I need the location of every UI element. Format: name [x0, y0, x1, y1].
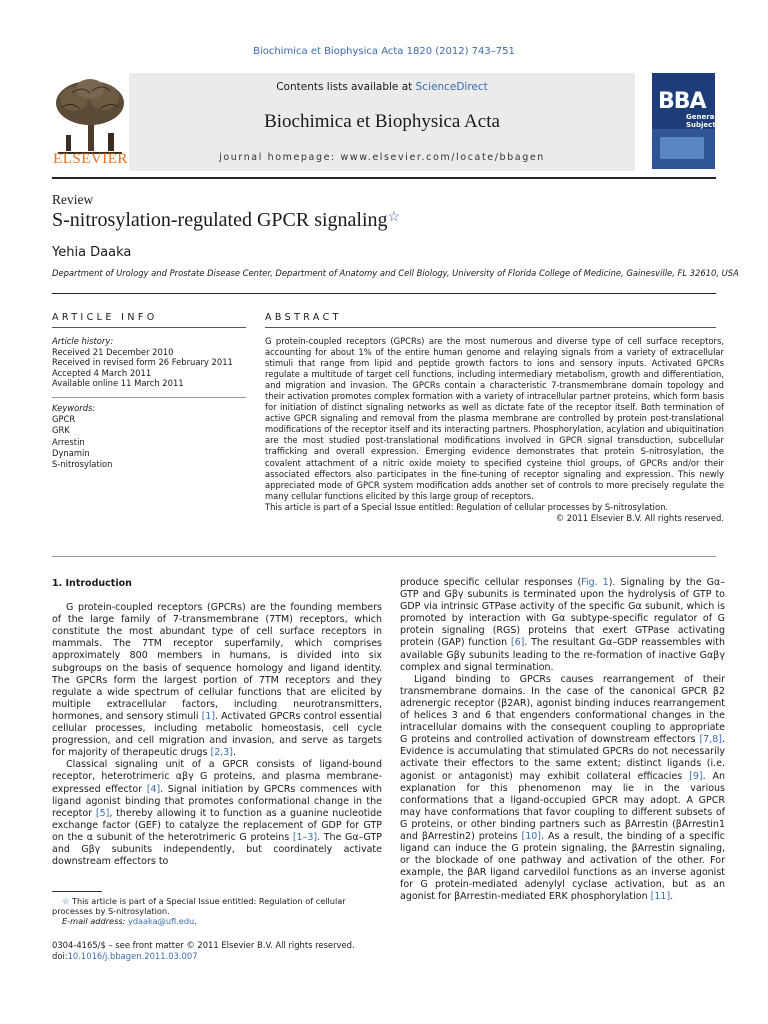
article-title — [52, 209, 400, 232]
keyword: GRK — [52, 425, 70, 436]
body-column-right — [400, 577, 725, 904]
section-heading-introduction: 1. Introduction — [52, 578, 132, 589]
footnote-text — [52, 896, 382, 916]
citation-link[interactable]: [7,8] — [699, 734, 722, 746]
header-divider — [52, 177, 716, 179]
title-footnote-mark[interactable]: ☆ — [387, 210, 401, 225]
paragraph-text: , thereby allowing it to function as a guanine nucleotide exchange factor (GEF) to catalyze the replacement of GDP for GTP on the α subunit of the heterotrimeric G proteins — [52, 807, 382, 843]
author-affiliation: Department of Urology and Prostate Disease Center, Department of Anatomy and Cell Biology, University of Florida College of Medicine, Gainesville, FL 32610, USA — [52, 268, 739, 278]
footnote-body: This article is part of a Special Issue entitled: Regulation of cellular processes by S-nitrosylation. — [52, 896, 346, 917]
issn-line: 0304-4165/$ – see front matter © 2011 Elsevier B.V. All rights reserved. — [52, 940, 355, 950]
paragraph — [400, 674, 725, 904]
article-info-heading: ARTICLE INFO — [52, 312, 158, 323]
abstract-body — [265, 336, 724, 524]
doi-line — [52, 951, 382, 962]
citation-link[interactable]: [1] — [201, 710, 216, 722]
history-item: Received 21 December 2010 — [52, 346, 174, 357]
article-info-rule — [52, 327, 246, 328]
elsevier-logo[interactable] — [52, 73, 129, 171]
footnote-mark: ☆ — [62, 896, 70, 906]
abstract-bottom-rule — [52, 556, 716, 557]
citation-link[interactable]: [5] — [95, 807, 110, 819]
citation-link[interactable]: [4] — [146, 783, 161, 795]
cover-bba: BBA — [658, 89, 706, 114]
cover-subtitle: General Subjects — [686, 113, 720, 129]
author-name: Yehia Daaka — [52, 245, 132, 260]
email-end: . — [194, 916, 197, 927]
keywords-rule — [52, 397, 246, 398]
doi-link[interactable]: 10.1016/j.bbagen.2011.03.007 — [67, 951, 198, 961]
contents-prefix: Contents lists available at — [276, 81, 416, 93]
footnote-rule — [52, 891, 102, 892]
elsevier-wordmark: ELSEVIER — [53, 151, 128, 167]
history-item: Received in revised form 26 February 2011 — [52, 357, 233, 367]
paragraph-text: . The resultant Gα–GDP reassembles with available Gβγ subunits leading to the re-formation of inactive Gαβγ complex and signal termination. — [400, 637, 726, 673]
citation-link[interactable]: [9] — [689, 770, 703, 782]
keyword: Dynamin — [52, 447, 90, 458]
paragraph — [52, 759, 382, 868]
footnote-email — [52, 916, 382, 926]
paragraph-text: . — [233, 747, 237, 759]
journal-cover-image[interactable] — [652, 73, 720, 169]
citation-link[interactable]: [10] — [521, 830, 542, 842]
citation-link[interactable]: [6] — [510, 637, 525, 649]
paragraph — [400, 577, 725, 674]
article-type: Review — [52, 192, 94, 207]
history-label: Article history: — [52, 336, 114, 346]
paragraph-text: . The Gα–GTP and Gβγ subunits independently, but coordinately activate downstream effectors to — [52, 831, 382, 868]
footnote — [52, 896, 382, 927]
citation-link[interactable]: [2,3] — [210, 747, 234, 759]
abstract-heading: ABSTRACT — [265, 312, 342, 323]
keywords-label: Keywords: — [52, 403, 96, 413]
paragraph-text: . Signal initiation by GPCRs commences with ligand agonist binding that promotes conformational change in the receptor — [52, 783, 382, 819]
keywords-list — [52, 403, 252, 470]
issn-block — [52, 940, 382, 962]
paragraph-text: produce specific cellular responses ( — [400, 577, 582, 588]
history-item: Available online 11 March 2011 — [52, 378, 184, 388]
keyword: S-nitrosylation — [52, 459, 113, 470]
paragraph-text: ). Signaling by the Gα–GTP and Gβγ subunits is terminated upon the hydrolysis of GTP to GDP via intrinsic GTPase activity of the specific Gα subunit, which is promoted by interaction with Gα subtype-specific regulator of G protein signaling (RGS) proteins that exert GTPase activating protein (GAP) function — [400, 577, 725, 649]
sciencedirect-link[interactable]: ScienceDirect — [415, 81, 488, 93]
article-history — [52, 336, 252, 389]
email-link[interactable]: ydaaka@ufl.edu — [127, 916, 195, 927]
title-divider — [52, 293, 716, 294]
paragraph-text: Classical signaling unit of a GPCR consists of ligand-bound receptor, heterotrimeric αβγ G proteins, and plasma membrane-expressed effector — [52, 759, 382, 795]
abstract-rule — [265, 327, 716, 328]
keyword: GPCR — [52, 414, 76, 425]
citation-link[interactable]: [11] — [650, 891, 671, 903]
abstract-special-issue: This article is part of a Special Issue entitled: Regulation of cellular processes by S-nitrosylation. — [265, 501, 669, 512]
journal-banner — [52, 73, 720, 171]
paragraph-text: . As a result, the binding of a specific ligand can induce the G protein signaling, the βArrestin signaling, or the blockade of one pathway and activation of the other. For example, the βAR ligand carvedilol functions as an inverse agonist for G protein-mediated adenylyl cyclase activation, but as an agonist for βArrestin-mediated ERK phosphorylation — [400, 830, 725, 903]
paragraph-text: G protein-coupled receptors (GPCRs) are the founding members of the large family of 7-transmembrane (7TM) receptors, which constitute the most abundant type of cell surface receptors in mammals. The 7TM receptor superfamily, which comprises approximately 800 members in humans, is divided into six subgroups on the basis of sequence homology and ligand identity. The GPCRs form the largest portion of 7TM receptors and they regulate a wide spectrum of cellular functions that are elicited by multiple extracellular factors, including neurotransmitters, hormones, and sensory stimuli — [52, 602, 382, 722]
journal-name: Biochimica et Biophysica Acta — [264, 111, 500, 132]
paragraph-text: Ligand binding to GPCRs causes rearrangement of their transmembrane domains. In the case of the canonical GPCR β2 adrenergic receptor (β2AR), agonist binding induces rearrangement of helices 3 and 6 that engenders conformational changes in the intracellular domains with the consequent coupling to appropriate G proteins and controlled activation of downstream effectors — [400, 673, 725, 746]
paragraph — [52, 602, 382, 759]
citation-link[interactable]: [1–3] — [292, 831, 318, 843]
journal-reference-link[interactable]: Biochimica et Biophysica Acta 1820 (2012) 743–751 — [253, 46, 515, 57]
cover-graphic — [660, 137, 704, 159]
contents-line — [129, 81, 635, 93]
article-title-text: S-nitrosylation-regulated GPCR signaling — [52, 209, 388, 231]
paragraph-text: . Evidence is accumulating that stimulated GPCRs do not necessarily activate their effectors to the same extent; distinct ligands (i.e. agonist or antagonist) may exhibit collateral efficacies — [400, 734, 725, 782]
body-column-left — [52, 578, 382, 868]
paragraph-text: . An explanation for this phenomenon may lie in the various conformations that a ligand-occupied GPCR may adopt. A GPCR may have conformations that favor coupling to different subsets of G proteins, or other binding partners such as βArrestin (βArrestin1 and βArrestin2) proteins — [400, 770, 726, 842]
figure-link[interactable]: Fig. 1 — [581, 577, 609, 588]
email-label: E-mail address: — [62, 916, 128, 927]
keyword: Arrestin — [52, 436, 85, 447]
journal-homepage[interactable]: journal homepage: www.elsevier.com/locate/bbagen — [219, 152, 545, 163]
history-item: Accepted 4 March 2011 — [52, 367, 152, 378]
abstract-copyright: © 2011 Elsevier B.V. All rights reserved. — [555, 512, 724, 523]
journal-banner-center — [129, 73, 635, 171]
paragraph-text: . Activated GPCRs control essential cellular processes, including metabolic homeostasis, cell cycle progression, and cell migration and invasion, and serve as targets for majority of therapeutic drugs — [52, 710, 382, 759]
paragraph-text: . — [670, 891, 674, 903]
doi-prefix: doi: — [52, 951, 68, 961]
abstract-text: G protein-coupled receptors (GPCRs) are the most numerous and diverse type of cell surface receptors, accounting for about 1% of the entire human genome and relaying signals from a variety of extracellular stimuli that range from lipid and peptide growth factors to ions and sensory inputs. Activated GPCRs regulate a multitude of target cell functions, including intermediary metabolism, growth and differentiation, and migration and invasion. The GPCRs contain a characteristic 7-transmembrane domain topology and their activation promotes complex formation with a variety of intracellular partner proteins, which form basis for initiation of distinct signaling networks as well as dictate fate of the receptor itself. Both termination of active GPCR signaling and removal from the plasma membrane are controlled by protein post-translational modifications of the receptor itself and its interacting partners. Phosphorylation, acylation and ubiquitination are the most studied post-translational modifications involved in GPCR signal transduction, subcellular trafficking and overall expression. Emerging evidence demonstrates that protein S-nitrosylation, the covalent attachment of a nitric oxide moiety to specified cysteine thiol groups, of GPCRs and/or their associated effectors also participates in the fine-tuning of receptor signaling and expression. This newly appreciated mode of GPCR system modification adds another set of controls to more precisely regulate the many cellular functions elicited by this large group of receptors. — [265, 336, 724, 501]
